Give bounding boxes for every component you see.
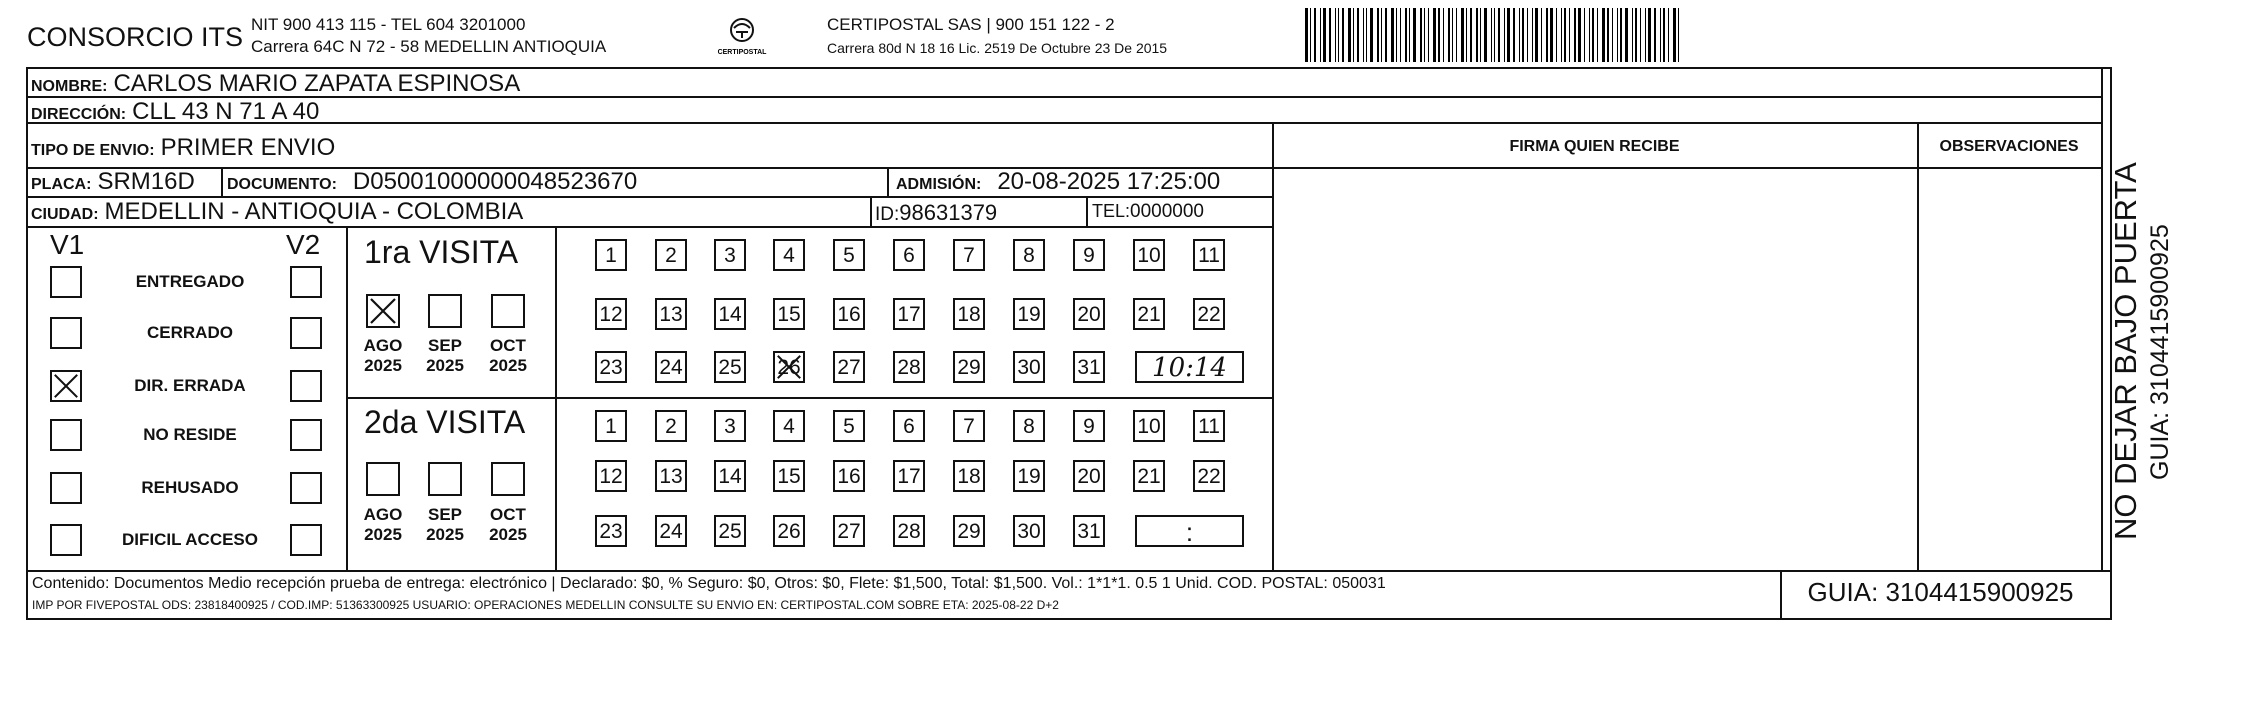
visita1-day-23[interactable]: 23	[595, 351, 627, 383]
visita2-month-box-oct[interactable]	[491, 462, 525, 496]
carrier-line-1: CERTIPOSTAL SAS | 900 151 122 - 2	[827, 15, 1115, 34]
visita1-day-7[interactable]: 7	[953, 239, 985, 271]
nombre-label: NOMBRE:	[31, 78, 108, 95]
visita2-day-19[interactable]: 19	[1013, 460, 1045, 492]
v2-checkbox-6[interactable]	[290, 524, 322, 556]
direccion-label: DIRECCIÓN:	[31, 106, 127, 123]
visita1-day-8[interactable]: 8	[1013, 239, 1045, 271]
tipo-label: TIPO DE ENVIO:	[31, 142, 155, 159]
admision-field	[896, 168, 1220, 196]
v1-checkbox-5[interactable]	[50, 472, 82, 504]
visita2-day-31[interactable]: 31	[1073, 515, 1105, 547]
visita2-day-12[interactable]: 12	[595, 460, 627, 492]
visita1-day-9[interactable]: 9	[1073, 239, 1105, 271]
visita1-time-box[interactable]: 10:14	[1135, 351, 1244, 383]
visita2-day-30[interactable]: 30	[1013, 515, 1045, 547]
tel-field	[1092, 201, 1204, 223]
visita2-day-18[interactable]: 18	[953, 460, 985, 492]
visita2-title: 2da VISITA	[364, 404, 526, 440]
visita2-month-label: OCT 2025	[489, 505, 527, 544]
v2-checkbox-1[interactable]	[290, 266, 322, 298]
company-name: CONSORCIO ITS	[27, 22, 244, 52]
v1-checkbox-2[interactable]	[50, 317, 82, 349]
ciudad-label: CIUDAD:	[31, 206, 99, 223]
id-field	[875, 200, 997, 226]
direccion-value: CLL 43 N 71 A 40	[132, 98, 320, 125]
id-value: 98631379	[899, 200, 998, 225]
visita2-day-26[interactable]: 26	[773, 515, 805, 547]
visita1-month-box-oct[interactable]	[491, 294, 525, 328]
company-line-1: NIT 900 413 115 - TEL 604 3201000	[251, 15, 526, 34]
visita2-day-6[interactable]: 6	[893, 410, 925, 442]
svg-text:CERTIPOSTAL: CERTIPOSTAL	[717, 49, 767, 56]
placa-label: PLACA:	[31, 176, 92, 193]
footer-guia: GUIA: 3104415900925	[1807, 577, 2074, 607]
visita2-month-box-sep[interactable]	[428, 462, 462, 496]
visita1-day-3[interactable]: 3	[714, 239, 746, 271]
nombre-value: CARLOS MARIO ZAPATA ESPINOSA	[113, 70, 521, 97]
visita1-day-13[interactable]: 13	[655, 298, 687, 330]
visita2-day-15[interactable]: 15	[773, 460, 805, 492]
id-label: ID:	[875, 204, 900, 225]
visita1-day-22[interactable]: 22	[1193, 298, 1225, 330]
visita2-day-21[interactable]: 21	[1133, 460, 1165, 492]
visita1-day-11[interactable]: 11	[1193, 239, 1225, 271]
tipo-row	[31, 134, 335, 162]
visita2-day-4[interactable]: 4	[773, 410, 805, 442]
certipostal-logo	[712, 16, 772, 58]
visita1-day-17[interactable]: 17	[893, 298, 925, 330]
observaciones-header: OBSERVACIONES	[1939, 138, 2079, 155]
status-option-label: NO RESIDE	[143, 425, 237, 444]
visita2-day-17[interactable]: 17	[893, 460, 925, 492]
v2-heading: V2	[286, 229, 321, 260]
company-line-2: Carrera 64C N 72 - 58 MEDELLIN ANTIOQUIA	[251, 37, 607, 56]
status-option-label: DIFICIL ACCESO	[121, 530, 258, 549]
v1-heading: V1	[50, 229, 85, 260]
barcode	[1305, 8, 2005, 62]
visita1-day-4[interactable]: 4	[773, 239, 805, 271]
visita1-day-12[interactable]: 12	[595, 298, 627, 330]
visita1-day-16[interactable]: 16	[833, 298, 865, 330]
visita1-month-label: AGO 2025	[363, 336, 403, 375]
visita1-day-21[interactable]: 21	[1133, 298, 1165, 330]
carrier-line-2: Carrera 80d N 18 16 Lic. 2519 De Octubre 23 De 2015	[827, 40, 1168, 56]
nombre-row	[31, 70, 520, 98]
tipo-value: PRIMER ENVIO	[160, 134, 336, 161]
visita2-day-2[interactable]: 2	[655, 410, 687, 442]
direccion-row	[31, 98, 319, 126]
visita1-day-24[interactable]: 24	[655, 351, 687, 383]
v1-checkbox-1[interactable]	[50, 266, 82, 298]
visita1-day-15[interactable]: 15	[773, 298, 805, 330]
visita2-day-5[interactable]: 5	[833, 410, 865, 442]
visita1-day-6[interactable]: 6	[893, 239, 925, 271]
visita1-day-26[interactable]: 26	[773, 351, 805, 383]
visita2-day-14[interactable]: 14	[714, 460, 746, 492]
visita2-day-10[interactable]: 10	[1133, 410, 1165, 442]
visita2-day-1[interactable]: 1	[595, 410, 627, 442]
v2-checkbox-5[interactable]	[290, 472, 322, 504]
status-option-label: ENTREGADO	[135, 272, 245, 291]
visita2-day-22[interactable]: 22	[1193, 460, 1225, 492]
visita2-month-label: AGO 2025	[363, 505, 403, 544]
admision-value: 20-08-2025 17:25:00	[997, 168, 1221, 195]
visita1-title: 1ra VISITA	[364, 234, 519, 270]
visita2-month-box-ago[interactable]	[366, 462, 400, 496]
visita1-month-box-sep[interactable]	[428, 294, 462, 328]
visita2-day-29[interactable]: 29	[953, 515, 985, 547]
visita1-day-30[interactable]: 30	[1013, 351, 1045, 383]
visita1-day-1[interactable]: 1	[595, 239, 627, 271]
visita1-day-31[interactable]: 31	[1073, 351, 1105, 383]
documento-label: DOCUMENTO:	[227, 176, 337, 193]
v2-checkbox-3[interactable]	[290, 370, 322, 402]
visita1-day-20[interactable]: 20	[1073, 298, 1105, 330]
firma-header: FIRMA QUIEN RECIBE	[1509, 138, 1680, 155]
placa-value: SRM16D	[97, 168, 195, 195]
visita2-time-box[interactable]: :	[1135, 515, 1244, 547]
status-option-label: REHUSADO	[141, 478, 239, 497]
visita2-day-23[interactable]: 23	[595, 515, 627, 547]
ciudad-value: MEDELLIN - ANTIOQUIA - COLOMBIA	[104, 198, 524, 225]
visita1-month-label: SEP 2025	[426, 336, 464, 375]
visita2-day-24[interactable]: 24	[655, 515, 687, 547]
v1-checkbox-4[interactable]	[50, 419, 82, 451]
visita2-day-25[interactable]: 25	[714, 515, 746, 547]
visita2-day-28[interactable]: 28	[893, 515, 925, 547]
visita1-day-27[interactable]: 27	[833, 351, 865, 383]
visita2-day-11[interactable]: 11	[1193, 410, 1225, 442]
visita1-month-label: OCT 2025	[489, 336, 527, 375]
v1-checkbox-3[interactable]	[50, 370, 82, 402]
visita2-day-9[interactable]: 9	[1073, 410, 1105, 442]
visita1-day-29[interactable]: 29	[953, 351, 985, 383]
visita2-day-8[interactable]: 8	[1013, 410, 1045, 442]
visita2-day-7[interactable]: 7	[953, 410, 985, 442]
placa-field	[31, 168, 195, 196]
visita1-month-box-ago[interactable]	[366, 294, 400, 328]
ciudad-field	[31, 198, 523, 226]
admision-label: ADMISIÓN:	[896, 176, 982, 193]
tel-label: TEL:	[1092, 201, 1131, 221]
visita1-day-19[interactable]: 19	[1013, 298, 1045, 330]
visita2-month-label: SEP 2025	[426, 505, 464, 544]
visita1-day-14[interactable]: 14	[714, 298, 746, 330]
visita1-day-2[interactable]: 2	[655, 239, 687, 271]
visita1-day-10[interactable]: 10	[1133, 239, 1165, 271]
documento-value: D05001000000048523670	[352, 168, 638, 195]
documento-field	[227, 168, 637, 196]
visita1-day-5[interactable]: 5	[833, 239, 865, 271]
visita2-day-27[interactable]: 27	[833, 515, 865, 547]
side-guia: GUIA: 3104415900925	[2146, 224, 2174, 480]
side-warning: NO DEJAR BAJO PUERTA	[2108, 162, 2143, 540]
visita1-day-28[interactable]: 28	[893, 351, 925, 383]
visita2-day-3[interactable]: 3	[714, 410, 746, 442]
footer-line-1: Contenido: Documentos Medio recepción prueba de entrega: electrónico | Declarado: $0, % Seguro: $0, Otros: $0, Flete: $1,500, Total: $1,500. Vol.: 1*1*1. 0.5 1 Unid. COD. POSTAL: 050031	[32, 575, 1386, 592]
v1-checkbox-6[interactable]	[50, 524, 82, 556]
visita2-day-16[interactable]: 16	[833, 460, 865, 492]
status-option-label: DIR. ERRADA	[134, 376, 246, 395]
visita2-day-20[interactable]: 20	[1073, 460, 1105, 492]
footer-line-2: IMP POR FIVEPOSTAL ODS: 23818400925 / COD.IMP: 51363300925 USUARIO: OPERACIONES MEDELLIN CONSULTE SU ENVIO EN: CERTIPOSTAL.COM SOBRE ETA: 2025-08-22 D+2	[32, 598, 1059, 612]
v2-checkbox-4[interactable]	[290, 419, 322, 451]
v2-checkbox-2[interactable]	[290, 317, 322, 349]
status-option-label: CERRADO	[147, 323, 233, 342]
visita1-day-18[interactable]: 18	[953, 298, 985, 330]
visita1-day-25[interactable]: 25	[714, 351, 746, 383]
tel-value: 0000000	[1130, 201, 1204, 222]
visita2-day-13[interactable]: 13	[655, 460, 687, 492]
